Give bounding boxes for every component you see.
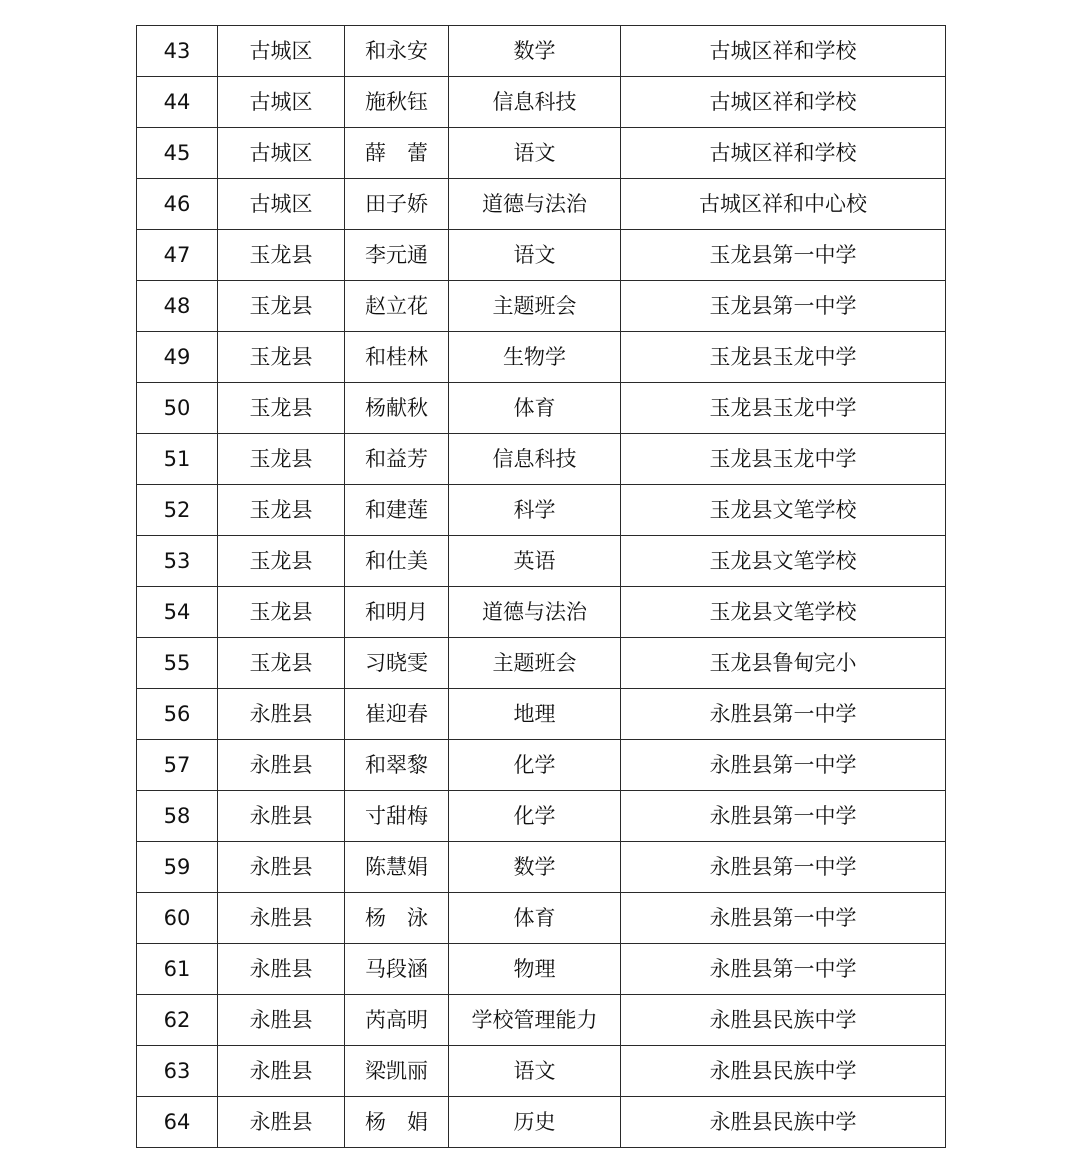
table-row — [137, 485, 946, 536]
district-cell: 永胜县 — [218, 740, 345, 791]
subject-cell: 主题班会 — [449, 638, 621, 689]
teacher-name-cell: 和翠黎 — [345, 740, 449, 791]
row-number-cell: 62 — [137, 995, 218, 1046]
school-cell: 玉龙县第一中学 — [621, 230, 946, 281]
teacher-name-cell: 芮高明 — [345, 995, 449, 1046]
district-cell: 玉龙县 — [218, 332, 345, 383]
district-cell: 古城区 — [218, 77, 345, 128]
subject-cell: 数学 — [449, 26, 621, 77]
school-cell: 永胜县第一中学 — [621, 689, 946, 740]
row-number-cell: 61 — [137, 944, 218, 995]
school-cell: 永胜县第一中学 — [621, 791, 946, 842]
teacher-name-cell: 和建莲 — [345, 485, 449, 536]
teacher-name-cell: 马段涵 — [345, 944, 449, 995]
school-cell: 永胜县民族中学 — [621, 1046, 946, 1097]
school-cell: 永胜县第一中学 — [621, 893, 946, 944]
teacher-name-cell: 杨 娟 — [345, 1097, 449, 1148]
table-row — [137, 281, 946, 332]
table-row — [137, 383, 946, 434]
teacher-name-cell: 梁凯丽 — [345, 1046, 449, 1097]
district-cell: 玉龙县 — [218, 587, 345, 638]
district-cell: 永胜县 — [218, 791, 345, 842]
table-row — [137, 995, 946, 1046]
teacher-name-cell: 习晓雯 — [345, 638, 449, 689]
table-row — [137, 536, 946, 587]
teacher-name-cell: 崔迎春 — [345, 689, 449, 740]
district-cell: 永胜县 — [218, 689, 345, 740]
school-cell: 永胜县第一中学 — [621, 740, 946, 791]
teacher-name-cell: 和桂林 — [345, 332, 449, 383]
subject-cell: 语文 — [449, 1046, 621, 1097]
district-cell: 玉龙县 — [218, 536, 345, 587]
row-number-cell: 59 — [137, 842, 218, 893]
subject-cell: 生物学 — [449, 332, 621, 383]
teacher-name-cell: 杨献秋 — [345, 383, 449, 434]
school-cell: 玉龙县第一中学 — [621, 281, 946, 332]
row-number-cell: 50 — [137, 383, 218, 434]
school-cell: 玉龙县文笔学校 — [621, 587, 946, 638]
table-row — [137, 944, 946, 995]
table-row — [137, 332, 946, 383]
table-row — [137, 893, 946, 944]
school-cell: 玉龙县玉龙中学 — [621, 434, 946, 485]
school-cell: 永胜县民族中学 — [621, 995, 946, 1046]
school-cell: 古城区祥和中心校 — [621, 179, 946, 230]
teacher-name-cell: 杨 泳 — [345, 893, 449, 944]
school-cell: 玉龙县玉龙中学 — [621, 383, 946, 434]
table-row — [137, 77, 946, 128]
district-cell: 玉龙县 — [218, 383, 345, 434]
row-number-cell: 58 — [137, 791, 218, 842]
table-row — [137, 791, 946, 842]
table-row — [137, 638, 946, 689]
teacher-name-cell: 和益芳 — [345, 434, 449, 485]
district-cell: 永胜县 — [218, 944, 345, 995]
school-cell: 永胜县民族中学 — [621, 1097, 946, 1148]
table-row — [137, 1046, 946, 1097]
row-number-cell: 64 — [137, 1097, 218, 1148]
row-number-cell: 52 — [137, 485, 218, 536]
district-cell: 永胜县 — [218, 893, 345, 944]
row-number-cell: 51 — [137, 434, 218, 485]
school-cell: 永胜县第一中学 — [621, 842, 946, 893]
subject-cell: 体育 — [449, 893, 621, 944]
row-number-cell: 46 — [137, 179, 218, 230]
row-number-cell: 57 — [137, 740, 218, 791]
table-row — [137, 230, 946, 281]
row-number-cell: 54 — [137, 587, 218, 638]
subject-cell: 英语 — [449, 536, 621, 587]
district-cell: 永胜县 — [218, 842, 345, 893]
district-cell: 玉龙县 — [218, 485, 345, 536]
district-cell: 永胜县 — [218, 1097, 345, 1148]
district-cell: 古城区 — [218, 26, 345, 77]
district-cell: 永胜县 — [218, 1046, 345, 1097]
district-cell: 玉龙县 — [218, 434, 345, 485]
subject-cell: 地理 — [449, 689, 621, 740]
row-number-cell: 53 — [137, 536, 218, 587]
subject-cell: 数学 — [449, 842, 621, 893]
subject-cell: 语文 — [449, 230, 621, 281]
subject-cell: 信息科技 — [449, 77, 621, 128]
subject-cell: 学校管理能力 — [449, 995, 621, 1046]
table-row — [137, 1097, 946, 1148]
subject-cell: 语文 — [449, 128, 621, 179]
subject-cell: 道德与法治 — [449, 587, 621, 638]
row-number-cell: 55 — [137, 638, 218, 689]
subject-cell: 道德与法治 — [449, 179, 621, 230]
subject-cell: 信息科技 — [449, 434, 621, 485]
school-cell: 玉龙县文笔学校 — [621, 536, 946, 587]
subject-cell: 化学 — [449, 740, 621, 791]
row-number-cell: 44 — [137, 77, 218, 128]
table-row — [137, 842, 946, 893]
school-cell: 玉龙县文笔学校 — [621, 485, 946, 536]
row-number-cell: 48 — [137, 281, 218, 332]
row-number-cell: 45 — [137, 128, 218, 179]
teacher-name-cell: 田子娇 — [345, 179, 449, 230]
roster-table-body — [137, 26, 946, 1148]
teacher-name-cell: 赵立花 — [345, 281, 449, 332]
table-row — [137, 26, 946, 77]
teacher-name-cell: 寸甜梅 — [345, 791, 449, 842]
row-number-cell: 49 — [137, 332, 218, 383]
district-cell: 玉龙县 — [218, 638, 345, 689]
subject-cell: 化学 — [449, 791, 621, 842]
teacher-name-cell: 薛 蕾 — [345, 128, 449, 179]
table-row — [137, 179, 946, 230]
teacher-name-cell: 陈慧娟 — [345, 842, 449, 893]
subject-cell: 科学 — [449, 485, 621, 536]
subject-cell: 体育 — [449, 383, 621, 434]
row-number-cell: 60 — [137, 893, 218, 944]
district-cell: 玉龙县 — [218, 230, 345, 281]
teacher-name-cell: 和明月 — [345, 587, 449, 638]
teacher-name-cell: 和永安 — [345, 26, 449, 77]
district-cell: 古城区 — [218, 179, 345, 230]
row-number-cell: 63 — [137, 1046, 218, 1097]
row-number-cell: 56 — [137, 689, 218, 740]
school-cell: 古城区祥和学校 — [621, 26, 946, 77]
school-cell: 玉龙县鲁甸完小 — [621, 638, 946, 689]
row-number-cell: 47 — [137, 230, 218, 281]
school-cell: 永胜县第一中学 — [621, 944, 946, 995]
school-cell: 玉龙县玉龙中学 — [621, 332, 946, 383]
teacher-name-cell: 和仕美 — [345, 536, 449, 587]
table-row — [137, 128, 946, 179]
table-row — [137, 740, 946, 791]
school-cell: 古城区祥和学校 — [621, 128, 946, 179]
teacher-roster-table — [136, 25, 946, 1148]
teacher-name-cell: 施秋钰 — [345, 77, 449, 128]
subject-cell: 主题班会 — [449, 281, 621, 332]
teacher-name-cell: 李元通 — [345, 230, 449, 281]
table-row — [137, 689, 946, 740]
district-cell: 玉龙县 — [218, 281, 345, 332]
table-row — [137, 434, 946, 485]
row-number-cell: 43 — [137, 26, 218, 77]
district-cell: 古城区 — [218, 128, 345, 179]
table-row — [137, 587, 946, 638]
subject-cell: 历史 — [449, 1097, 621, 1148]
school-cell: 古城区祥和学校 — [621, 77, 946, 128]
district-cell: 永胜县 — [218, 995, 345, 1046]
subject-cell: 物理 — [449, 944, 621, 995]
